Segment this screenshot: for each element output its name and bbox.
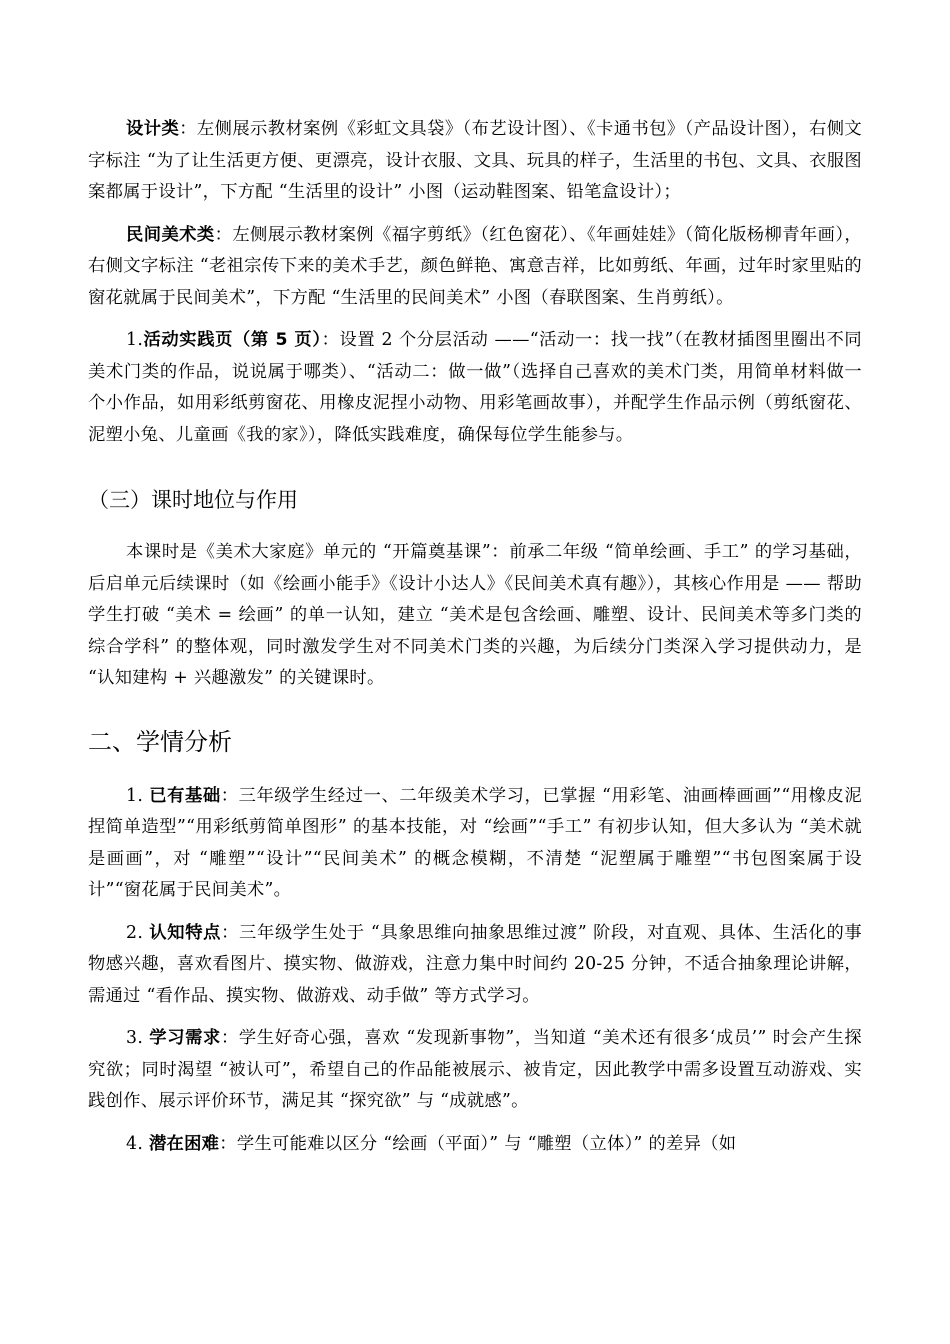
paragraph-number: 1. [126, 330, 144, 350]
paragraph-label: 民间美术类 [126, 224, 215, 245]
item-number: 4. [126, 1133, 149, 1154]
paragraph-text: ：设置 2 个分层活动 ——“活动一：找一找”（在教材插图里圈出不同美术门类的作品，说说属于哪类）、“活动二：做一做”（选择自己喜欢的美术门类，用简单材料做一个小作品，如用彩纸剪窗花、用橡皮泥捏小动物、用彩笔画故事），并配学生作品示例（剪纸窗花、泥塑小兔、儿童画《我的家》），降低实践难度，确保每位学生能参与。 [88, 330, 862, 445]
document-page [88, 114, 862, 1171]
item-text: ：学生好奇心强，喜欢 “发现新事物”，当知道 “美术还有很多‘成员’” 时会产生探究欲；同时渴望 “被认可”，希望自己的作品能被展示、被肯定，因此教学中需多设置互动游戏、实践创作、展示评价环节，满足其 “探究欲” 与 “成就感”。 [88, 1028, 862, 1111]
paragraph-folk-art [88, 220, 862, 315]
paragraph-design [88, 114, 862, 209]
item-text: ：三年级学生经过一、二年级美术学习，已掌握 “用彩笔、油画棒画画”“用橡皮泥捏简单造型”“用彩纸剪简单图形” 的基本技能，对 “绘画”“手工” 有初步认知，但大多认为 “美术就是画画”，对 “雕塑”“设计”“民间美术” 的概念模糊，不清楚 “泥塑属于雕塑”“书包图案属于设计”“窗花属于民间美术”。 [88, 785, 862, 900]
list-item-potential-difficulties [88, 1129, 862, 1161]
section-heading-student-analysis: 二、学情分析 [88, 727, 232, 756]
paragraph-lesson-role: 本课时是《美术大家庭》单元的 “开篇奠基课”：前承二年级 “简单绘画、手工” 的学习基础，后启单元后续课时（如《绘画小能手》《设计小达人》《民间美术真有趣》），其核心作用是 —— 帮助学生打破 “美术 = 绘画” 的单一认知，建立 “美术是包含绘画、雕塑、设计、民间美术等多门类的综合学科” 的整体观，同时激发学生对不同美术门类的兴趣，为后续分门类深入学习提供动力，是 “认知建构 + 兴趣激发” 的关键课时。 [88, 542, 862, 688]
item-label: 学习需求 [149, 1028, 221, 1048]
item-text: ：三年级学生处于 “具象思维向抽象思维过渡” 阶段，对直观、具体、生活化的事物感兴趣，喜欢看图片、摸实物、做游戏，注意力集中时间约 20-25 分钟，不适合抽象理论讲解，需通过 “看作品、摸实物、做游戏、动手做” 等方式学习。 [88, 922, 862, 1006]
list-item-existing-foundation [88, 781, 862, 907]
item-number: 2. [126, 922, 150, 943]
paragraph-text: ：左侧展示教材案例《彩虹文具袋》（布艺设计图）、《卡通书包》（产品设计图），右侧文字标注 “为了让生活更方便、更漂亮，设计衣服、文具、玩具的样子，生活里的书包、文具、衣服图案都属于设计”，下方配 “生活里的设计” 小图（运动鞋图案、铅笔盒设计）； [88, 119, 862, 202]
section-heading-lesson-role: （三）课时地位与作用 [88, 488, 298, 512]
paragraph-text: ：左侧展示教材案例《福字剪纸》（红色窗花）、《年画娃娃》（简化版杨柳青年画），右侧文字标注 “老祖宗传下来的美术手艺，颜色鲜艳、寓意吉祥，比如剪纸、年画，过年时家里贴的窗花就属于民间美术”，下方配 “生活里的民间美术” 小图（春联图案、生肖剪纸）。 [88, 224, 862, 308]
item-label: 认知特点 [149, 922, 222, 943]
list-item-learning-needs [88, 1023, 862, 1118]
item-text: ：学生可能难以区分 “绘画（平面）” 与 “雕塑（立体）” 的差异（如 [219, 1133, 737, 1154]
list-item-cognitive-traits [88, 918, 862, 1013]
item-label: 潜在困难 [148, 1133, 220, 1154]
item-number: 3. [126, 1028, 150, 1048]
paragraph-label: 活动实践页（第 5 页） [143, 330, 322, 350]
item-number: 1. [126, 785, 150, 806]
item-label: 已有基础 [149, 785, 221, 806]
paragraph-activity-page [88, 325, 862, 451]
paragraph-label: 设计类 [126, 119, 180, 139]
